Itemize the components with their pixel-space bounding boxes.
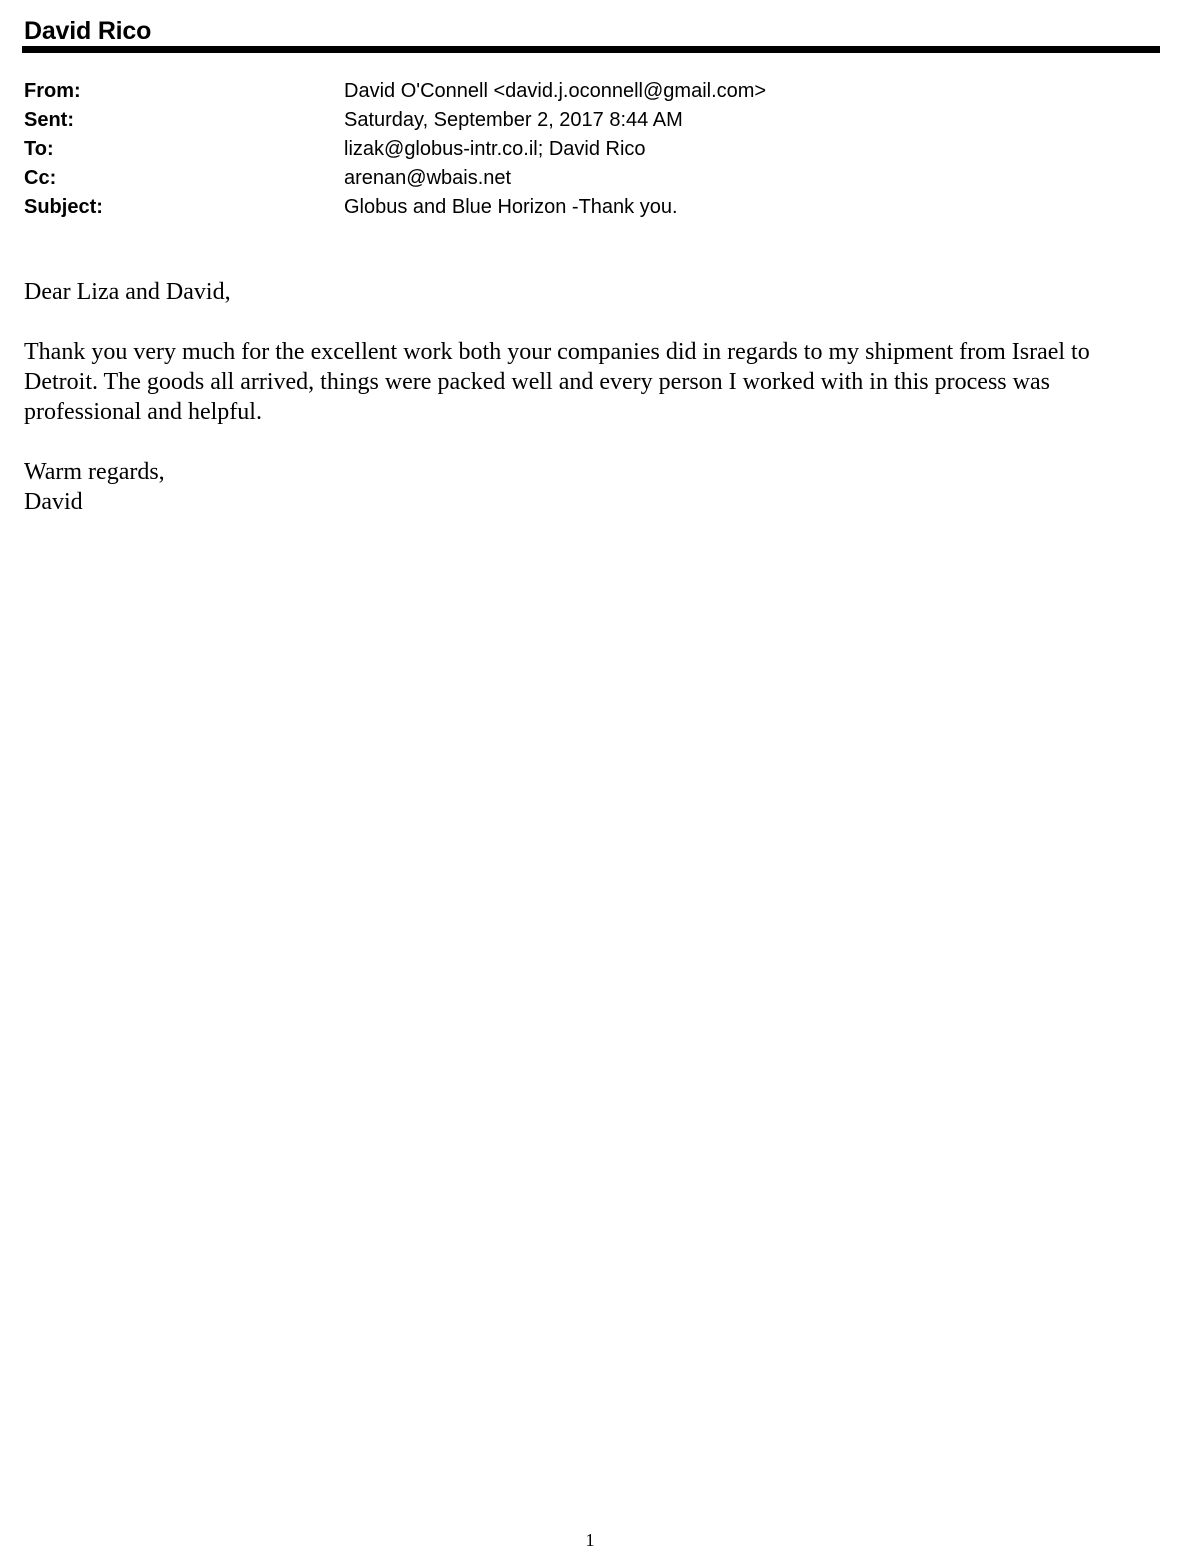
from-row bbox=[24, 77, 1144, 106]
subject-value: Globus and Blue Horizon -Thank you. bbox=[344, 196, 678, 218]
greeting: Dear Liza and David, bbox=[24, 279, 231, 305]
to-value: lizak@globus-intr.co.il; David Rico bbox=[344, 138, 646, 160]
subject-row bbox=[24, 193, 1144, 222]
email-headers bbox=[24, 77, 1144, 222]
sent-value: Saturday, September 2, 2017 8:44 AM bbox=[344, 109, 683, 131]
cc-label: Cc: bbox=[24, 167, 57, 189]
sent-row bbox=[24, 106, 1144, 135]
signature: David bbox=[24, 489, 83, 515]
header-divider bbox=[22, 46, 1160, 53]
cc-row bbox=[24, 164, 1144, 193]
to-row bbox=[24, 135, 1144, 164]
from-value: David O'Connell <david.j.oconnell@gmail.com> bbox=[344, 80, 767, 102]
closing: Warm regards, bbox=[24, 459, 165, 485]
cc-value: arenan@wbais.net bbox=[344, 167, 512, 189]
subject-label: Subject: bbox=[24, 196, 103, 218]
body-paragraph: Thank you very much for the excellent work both your companies did in regards to my shipment from Israel to Detroit. The goods all arrived, things were packed well and every person I worked with in this process was professional and helpful. bbox=[24, 339, 1090, 425]
sent-label: Sent: bbox=[24, 109, 74, 131]
owner-name: David Rico bbox=[24, 17, 152, 45]
from-label: From: bbox=[24, 80, 81, 102]
to-label: To: bbox=[24, 138, 54, 160]
email-body bbox=[24, 277, 1154, 517]
page-number: 1 bbox=[585, 1530, 595, 1550]
